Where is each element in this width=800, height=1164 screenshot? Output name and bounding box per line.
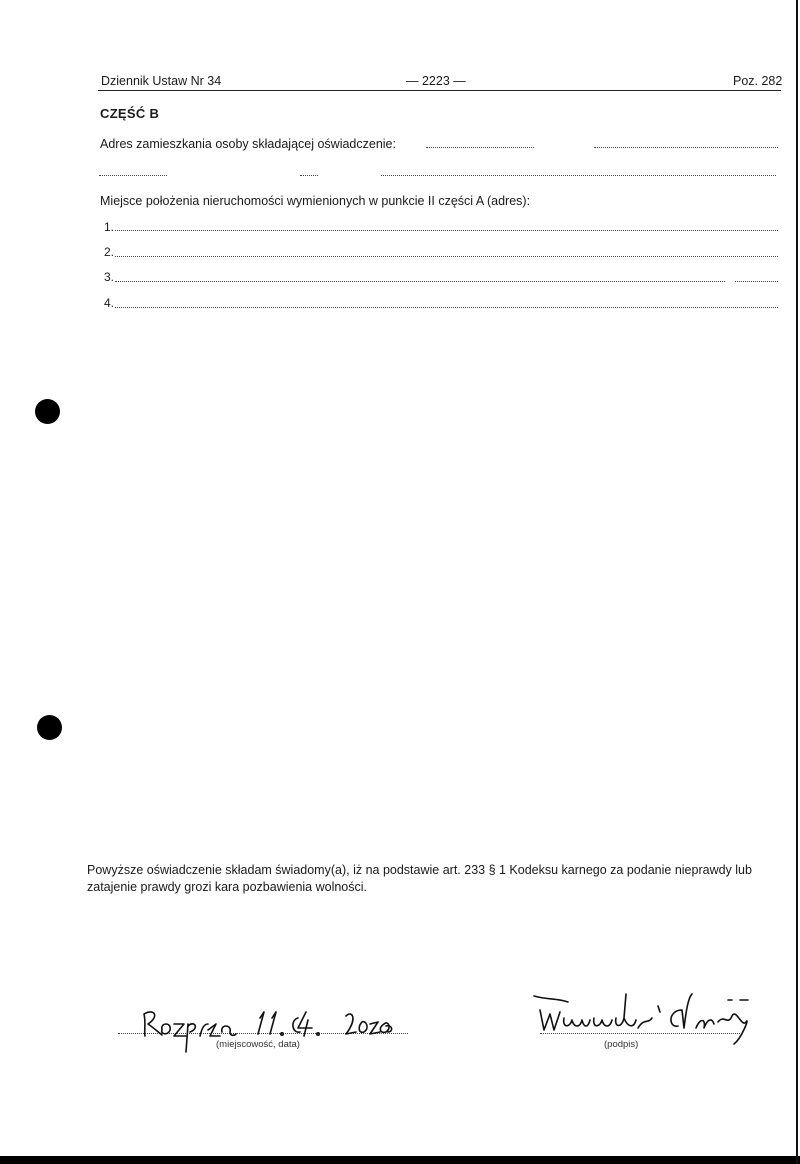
residence-line-1b[interactable] [594, 147, 778, 148]
legal-notice: Powyższe oświadczenie składam świadomy(a), iż na podstawie art. 233 § 1 Kodeksu karnego za podanie nieprawdy lub zatajenie prawdy grozi kara pozbawienia wolności. [87, 863, 752, 894]
journal-title: Dziennik Ustaw Nr 34 [101, 74, 222, 88]
property-line-3b[interactable] [735, 281, 778, 282]
residence-line-1a[interactable] [426, 147, 534, 148]
scan-border-right [796, 0, 798, 1164]
section-title: CZĘŚĆ B [100, 106, 160, 121]
scan-border-bottom [0, 1156, 800, 1164]
residence-label: Adres zamieszkania osoby składającej oświadczenie: [100, 137, 396, 151]
place-date-caption: (miejscowość, data) [216, 1039, 300, 1050]
property-line-number: 3. [104, 270, 115, 284]
header-rule [98, 90, 781, 91]
punch-hole-top [35, 399, 60, 424]
signature-caption: (podpis) [604, 1039, 639, 1050]
property-line-3a[interactable] [115, 281, 725, 282]
punch-hole-bottom [37, 715, 62, 740]
residence-line-2b[interactable] [300, 175, 318, 176]
property-label: Miejsce położenia nieruchomości wymienionych w punkcie II części A (adres): [100, 194, 531, 208]
residence-line-2c[interactable] [381, 175, 776, 176]
residence-line-2a[interactable] [99, 175, 167, 176]
property-line-number: 2. [104, 245, 115, 259]
property-line-1[interactable] [115, 230, 778, 231]
property-line-number: 1. [104, 220, 115, 234]
signature-handwriting [528, 988, 758, 1048]
property-line-number: 4. [104, 296, 115, 310]
position-number: Poz. 282 [733, 74, 783, 88]
property-line-2[interactable] [115, 256, 778, 257]
property-line-4[interactable] [115, 307, 778, 308]
page-number: — 2223 — [406, 74, 466, 88]
